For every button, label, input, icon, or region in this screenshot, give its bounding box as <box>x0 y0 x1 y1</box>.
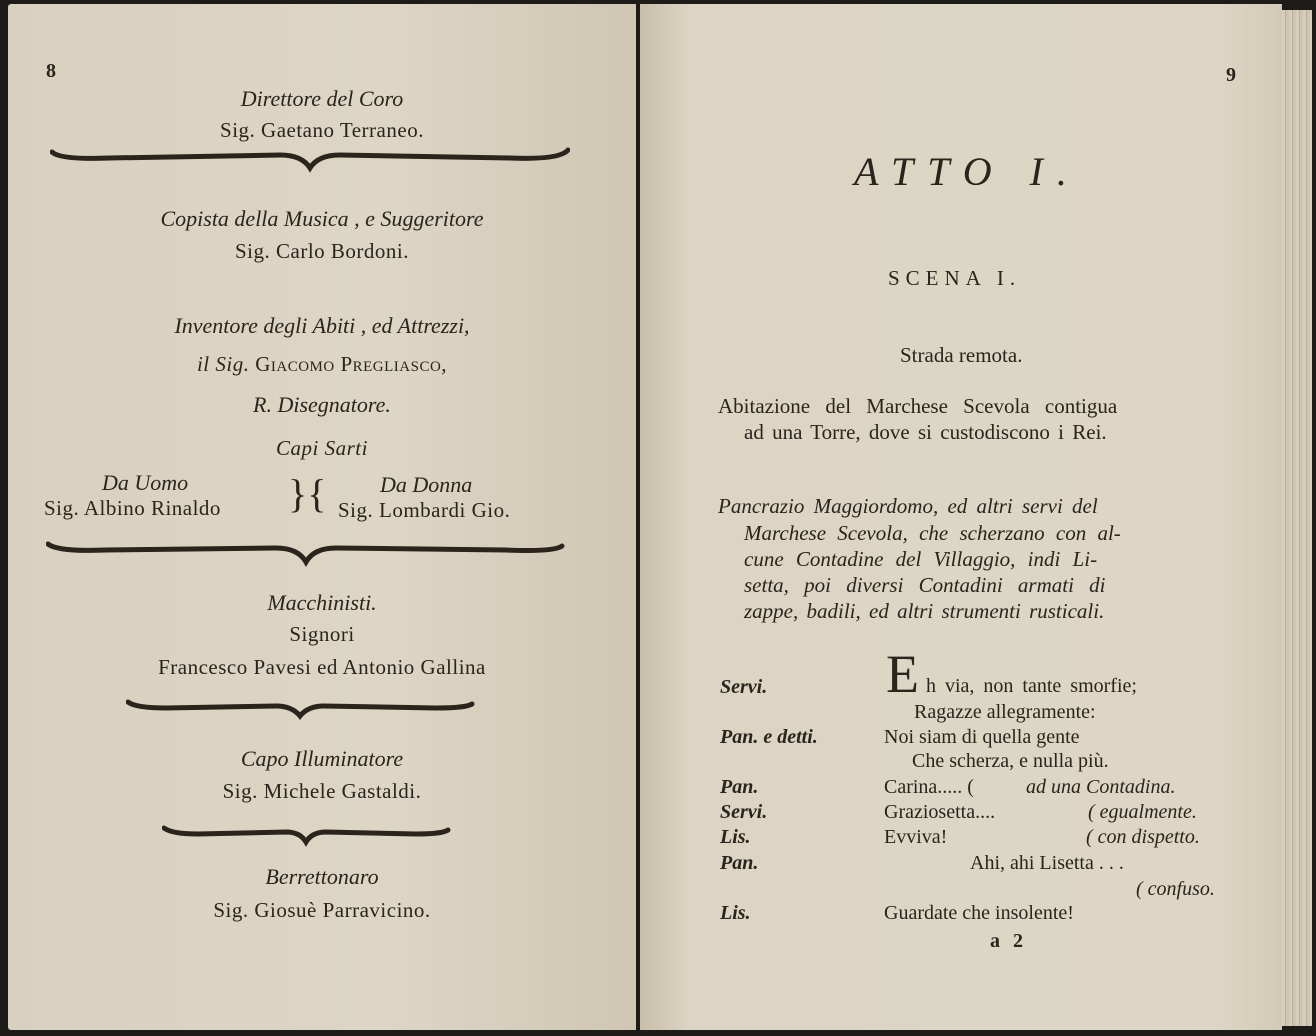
stage-direction-line: cune Contadine del Villaggio, indi Li- <box>744 547 1098 571</box>
inventore-role: R. Disegnatore. <box>253 392 391 417</box>
speaker-label: Servi. <box>720 676 768 698</box>
macchinisti-signori: Signori <box>289 622 355 646</box>
act-heading: ATTO I. <box>854 149 1081 194</box>
speaker-label: Pan. e detti. <box>720 726 818 748</box>
copista-title: Copista della Musica , e Suggeritore <box>160 206 484 231</box>
drop-cap: E <box>886 644 919 704</box>
sarti-left-title: Da Uomo <box>102 470 189 495</box>
scene-heading: SCENA I. <box>888 266 1022 290</box>
sarti-right-title: Da Donna <box>380 472 473 497</box>
brace-divider-4 <box>162 822 452 848</box>
speaker-label: Lis. <box>720 902 751 924</box>
brace-divider-3 <box>126 696 476 724</box>
page-number-left: 8 <box>46 60 56 82</box>
inventore-name: Giacomo Pregliasco, <box>255 352 448 376</box>
page-edges <box>1282 10 1312 1026</box>
stage-aside: ( con dispetto. <box>1086 826 1200 848</box>
sarti-right-name: Sig. Lombardi Gio. <box>338 498 511 522</box>
stage-direction-line: zappe, badili, ed altri strumenti rusticali. <box>744 599 1105 623</box>
berrettonaro-title: Berrettonaro <box>265 864 379 889</box>
brace-divider-2 <box>46 536 566 572</box>
stage-direction-line: Marchese Scevola, che scherzano con al- <box>744 521 1121 545</box>
macchinisti-names: Francesco Pavesi ed Antonio Gallina <box>158 655 486 679</box>
dialogue-line: Carina..... ( <box>884 776 974 798</box>
sarti-title: Capi Sarti <box>276 436 368 460</box>
left-page <box>8 4 636 1030</box>
copista-name: Sig. Carlo Bordoni. <box>234 239 409 263</box>
stage-aside: ( egualmente. <box>1088 801 1197 823</box>
dialogue-line: Ahi, ahi Lisetta . . . <box>970 852 1124 874</box>
sarti-left-name: Sig. Albino Rinaldo <box>44 496 221 520</box>
dialogue-line: Noi siam di quella gente <box>884 726 1080 748</box>
coro-title: Direttore del Coro <box>240 86 404 111</box>
speaker-label: Pan. <box>720 776 759 798</box>
speaker-label: Lis. <box>720 826 751 848</box>
coro-name: Sig. Gaetano Terraneo. <box>220 118 424 142</box>
berrettonaro-name: Sig. Giosuè Parravicino. <box>213 898 431 922</box>
setting-line-1: Strada remota. <box>900 343 1023 367</box>
sarti-double-brace: }{ <box>288 471 327 516</box>
stage-aside: ad una Contadina. <box>1026 776 1176 798</box>
brace-divider-1 <box>50 142 570 178</box>
inventore-line <box>8 352 636 377</box>
dialogue-line: h via, non tante smorfie; <box>926 675 1137 697</box>
dialogue-line: Evviva! <box>884 826 948 848</box>
dialogue-line: Graziosetta.... <box>884 801 996 823</box>
speaker-label: Pan. <box>720 852 759 874</box>
dialogue-line: Ragazze allegramente: <box>914 701 1096 723</box>
setting-line-2a: Abitazione del Marchese Scevola contigua <box>718 394 1118 418</box>
setting-line-2b: ad una Torre, dove si custodiscono i Rei. <box>744 420 1107 444</box>
stage-aside: ( confuso. <box>1136 878 1215 900</box>
right-page <box>640 4 1282 1030</box>
stage-direction-line: setta, poi diversi Contadini armati di <box>744 573 1106 597</box>
inventore-title: Inventore degli Abiti , ed Attrezzi, <box>174 313 470 338</box>
signature-mark: a 2 <box>990 930 1027 952</box>
macchinisti-title: Macchinisti. <box>267 590 377 615</box>
speaker-label: Servi. <box>720 801 768 823</box>
illuminatore-title: Capo Illuminatore <box>240 746 404 771</box>
inventore-prefix: il Sig. <box>196 352 250 376</box>
dialogue-line: Che scherza, e nulla più. <box>912 750 1109 772</box>
page-number-right: 9 <box>1226 64 1236 86</box>
dialogue-line: Guardate che insolente! <box>884 902 1074 924</box>
illuminatore-name: Sig. Michele Gastaldi. <box>222 779 422 803</box>
stage-direction-line: Pancrazio Maggiordomo, ed altri servi del <box>718 494 1098 518</box>
